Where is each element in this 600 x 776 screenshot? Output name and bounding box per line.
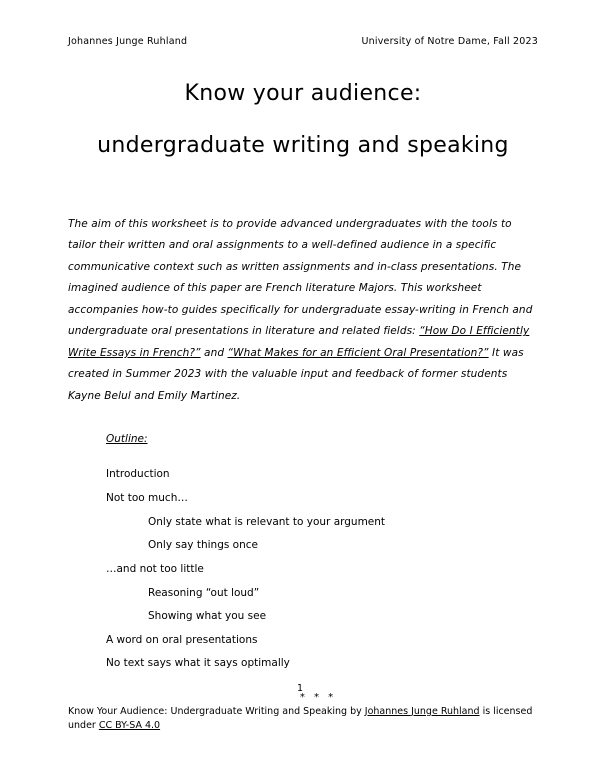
title-line-1: Know your audience: (184, 81, 422, 106)
list-item: Showing what you see (148, 610, 267, 623)
abstract-text-part-2: It was created in Summer 2023 with the valuable input and feedback of former students Kayne Belul and Emily Martinez. (68, 346, 524, 402)
outline-heading: Outline: (106, 433, 148, 446)
abstract-text-part-1: The aim of this worksheet is to provide advanced undergraduates with the tools to tailor their written and oral assignments to a well-defined audience in a specific communicative context such as written assignments and in-class presentations. The imagined audience of this paper are French literature Majors. This worksheet accompanies how-to guides specifically for undergraduate essay-writing in French and undergraduate oral presentations in literature and related fields: (68, 217, 533, 338)
page-number: 1 (296, 683, 304, 694)
list-item: Only say things once (148, 539, 258, 552)
list-item: Only state what is relevant to your argument (148, 515, 386, 528)
list-item: No text says what it says optimally (106, 657, 290, 670)
abstract-conjunction: and (200, 346, 228, 359)
title-line-2: undergraduate writing and speaking (97, 133, 509, 159)
list-item: Introduction (106, 468, 170, 481)
oral-presentation-guide-link[interactable]: “What Makes for an Efficient Oral Presentation?” (227, 346, 489, 359)
outline-list (106, 463, 538, 676)
footer-license-link[interactable]: CC BY-SA 4.0 (98, 720, 161, 732)
header-author: Johannes Junge Ruhland (68, 36, 188, 47)
section-separator: * * * (299, 692, 337, 704)
list-item: A word on oral presentations (106, 633, 258, 646)
license-footer (68, 705, 545, 734)
header-affiliation: University of Notre Dame, Fall 2023 (361, 36, 538, 47)
list-item: …and not too little (106, 562, 204, 575)
list-item: Not too much… (106, 492, 188, 505)
page-title (68, 81, 538, 160)
footer-text-part-1: Know Your Audience: Undergraduate Writing and Speaking by (68, 705, 365, 717)
list-item: Reasoning “out loud” (148, 586, 260, 599)
essay-guide-link[interactable]: “How Do I Efficiently Write Essays in French?” (68, 325, 530, 359)
abstract-paragraph (68, 214, 538, 408)
page-header (68, 36, 538, 47)
footer-text-part-2: is licensed under (68, 705, 533, 732)
footer-author-link[interactable]: Johannes Junge Ruhland (364, 705, 480, 717)
